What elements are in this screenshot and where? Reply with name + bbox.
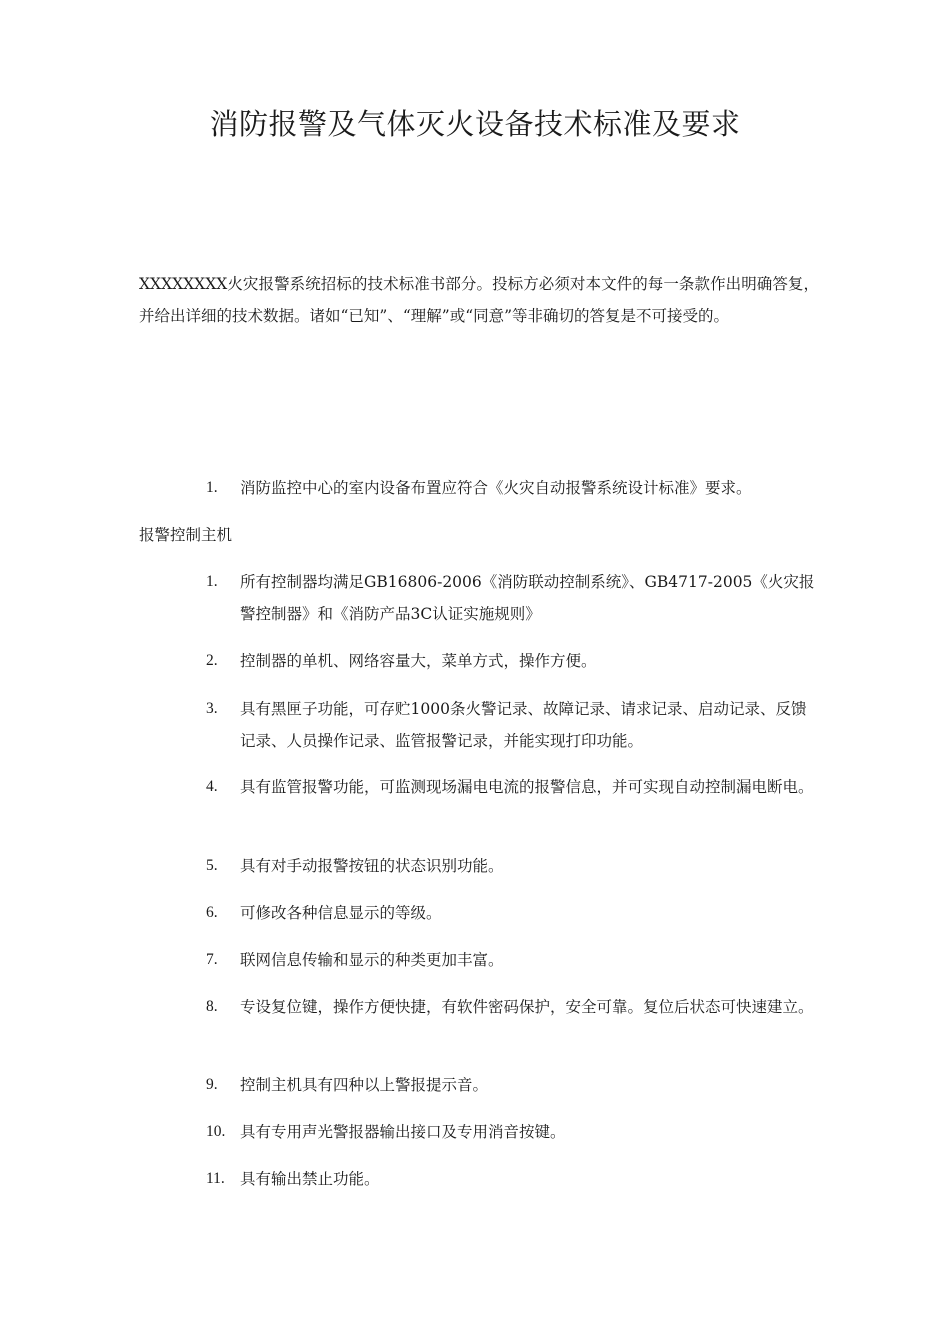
list-item-text: 具有专用声光警报器输出接口及专用消音按键。	[240, 1123, 566, 1141]
list-item-number: 5.	[206, 857, 218, 874]
intro-paragraph: XXXXXXXX火灾报警系统招标的技术标准书部分。投标方必须对本文件的每一条款作出明确答复，并给出详细的技术数据。诸如“已知”、“理解”或“同意”等非确切的答复是不可接受的。	[139, 275, 819, 325]
list-item	[206, 991, 821, 1023]
list-item-text: 消防监控中心的室内设备布置应符合《火灾自动报警系统设计标准》要求。	[240, 479, 752, 497]
list-item	[206, 645, 821, 677]
list-item	[206, 850, 821, 882]
list-item-number: 1.	[206, 479, 218, 496]
list-item	[206, 897, 821, 929]
list-item-text: 联网信息传输和显示的种类更加丰富。	[240, 951, 504, 969]
list-item-text: 所有控制器均满足GB16806-2006《消防联动控制系统》、GB4717-2005《火灾报警控制器》和《消防产品3C认证实施规则》	[240, 573, 815, 623]
list-item	[206, 944, 821, 976]
list-item-number: 1.	[206, 573, 218, 590]
list-item-number: 2.	[206, 652, 218, 669]
list-item-number: 9.	[206, 1076, 218, 1093]
general-list-item	[206, 472, 821, 504]
list-item-text: 可修改各种信息显示的等级。	[240, 904, 442, 922]
list-item-text: 具有监管报警功能，可监测现场漏电电流的报警信息，并可实现自动控制漏电断电。	[240, 778, 814, 796]
list-item-text: 专设复位键，操作方便快捷，有软件密码保护，安全可靠。复位后状态可快速建立。	[240, 998, 814, 1016]
section-heading: 报警控制主机	[139, 526, 233, 544]
list-item	[206, 1069, 821, 1101]
list-item-number: 7.	[206, 951, 218, 968]
list-item	[206, 771, 821, 803]
list-item-text: 具有黑匣子功能，可存贮1000条火警记录、故障记录、请求记录、启动记录、反馈记录、人员操作记录、监管报警记录，并能实现打印功能。	[240, 700, 807, 750]
list-item-number: 3.	[206, 700, 218, 717]
list-item-number: 11.	[206, 1170, 225, 1187]
list-item	[206, 1116, 821, 1148]
list-item-number: 10.	[206, 1123, 226, 1140]
list-item-text: 具有输出禁止功能。	[240, 1170, 380, 1188]
list-item	[206, 693, 821, 757]
list-item-number: 8.	[206, 998, 218, 1015]
document-title: 消防报警及气体灭火设备技术标准及要求	[209, 107, 741, 141]
list-item-text: 控制主机具有四种以上警报提示音。	[240, 1076, 489, 1094]
list-item-number: 4.	[206, 778, 218, 795]
list-item-number: 6.	[206, 904, 218, 921]
list-item-text: 具有对手动报警按钮的状态识别功能。	[240, 857, 504, 875]
list-item-text: 控制器的单机、网络容量大，菜单方式，操作方便。	[240, 652, 597, 670]
list-item	[206, 566, 821, 630]
list-item	[206, 1163, 821, 1195]
